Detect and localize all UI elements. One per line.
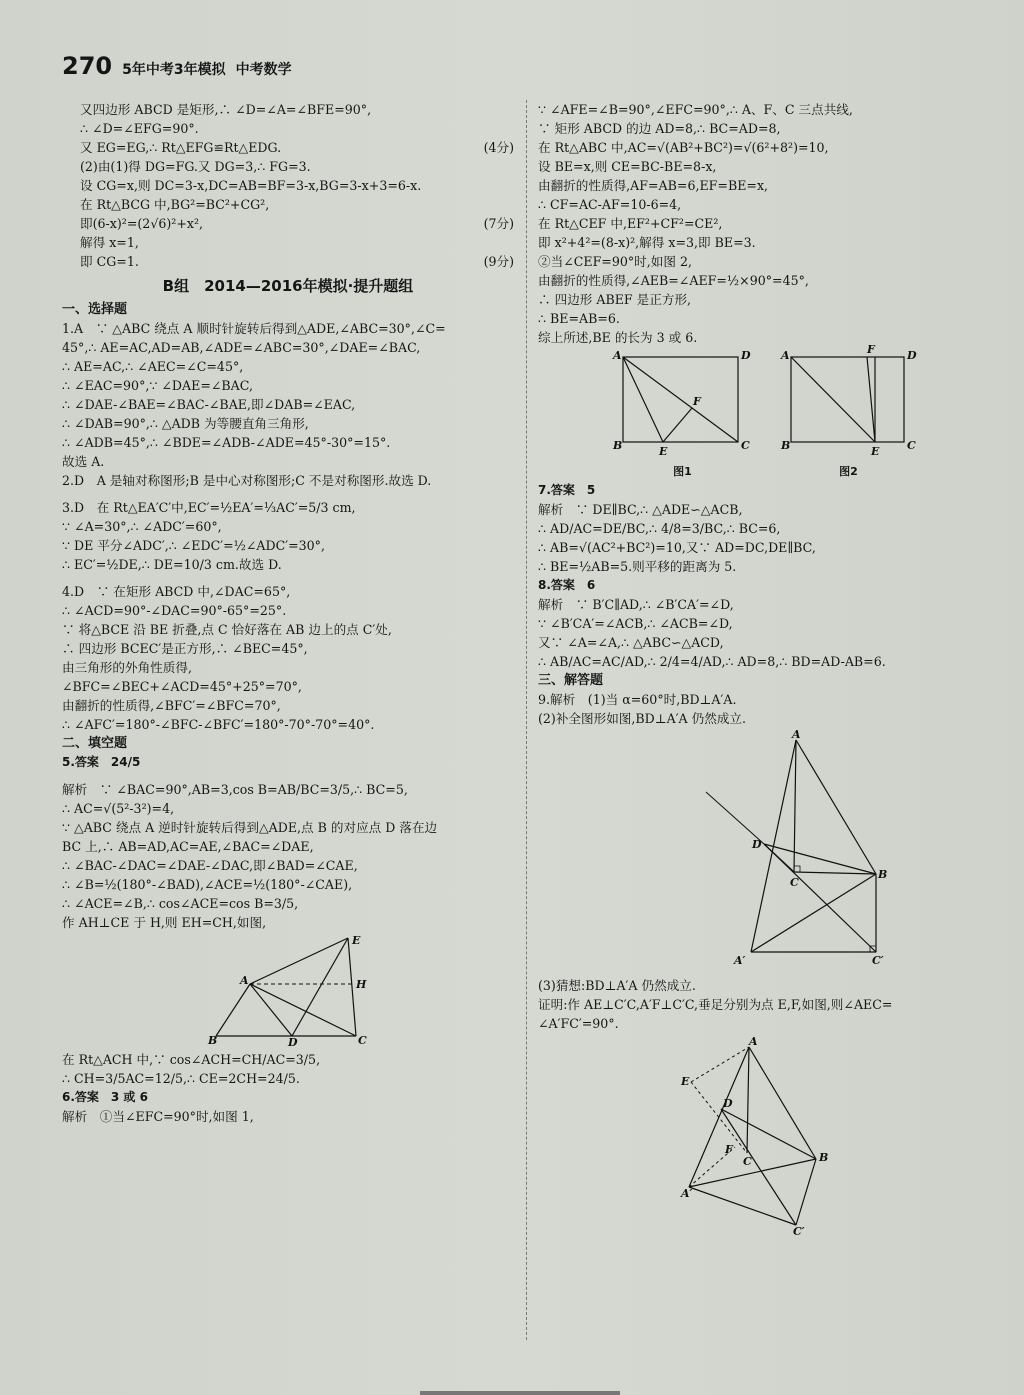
svg-text:E: E — [352, 934, 361, 947]
text-line: ∴ EC′=½DE,∴ DE=10/3 cm.故选 D. — [62, 557, 282, 572]
text-line — [62, 252, 514, 271]
text-line: ∵ 将△BCE 沿 BE 折叠,点 C 恰好落在 AB 边上的点 C′处, — [62, 622, 392, 637]
svg-text:A: A — [791, 728, 801, 741]
svg-text:C′: C′ — [792, 1225, 805, 1238]
svg-text:D: D — [722, 1097, 733, 1110]
svg-text:C: C — [789, 876, 799, 889]
question-1 — [62, 319, 514, 471]
text-line: ∴ ∠ACE=∠B,∴ cos∠ACE=cos B=3/5, — [62, 896, 299, 911]
text-line: ∠A′FC′=90°. — [538, 1016, 619, 1031]
text-line — [62, 214, 514, 233]
line-text: 在 Rt△BCG 中,BG²=BC²+CG², — [80, 197, 270, 212]
text-line — [62, 195, 514, 214]
group-title: B组 2014—2016年模拟·提升题组 — [162, 277, 414, 295]
text-line: ②当∠CEF=90°时,如图 2, — [538, 254, 692, 269]
svg-text:A′: A′ — [733, 954, 745, 967]
text-line: ∴ BE=AB=6. — [538, 311, 620, 326]
text-line: ∴ BE=½AB=5.则平移的距离为 5. — [538, 559, 737, 574]
figure-1 — [613, 347, 753, 481]
line-score: (4分) — [483, 140, 514, 155]
text-line: ∴ ∠ADB=45°,∴ ∠BDE=∠ADB-∠ADE=45°-30°=15°. — [62, 435, 391, 450]
svg-text:D: D — [740, 349, 751, 362]
svg-text:B: B — [818, 1151, 828, 1164]
svg-text:B: B — [612, 439, 622, 452]
q6-first-line: 解析 ①当∠EFC=90°时,如图 1, — [62, 1109, 254, 1124]
q5-answer: 5.答案 24/5 — [62, 755, 141, 769]
text-line: 在 Rt△CEF 中,EF²+CF²=CE², — [538, 216, 723, 231]
figure-1-caption: 图1 — [673, 465, 692, 478]
text-line: (3)猜想:BD⊥A′A 仍然成立. — [538, 978, 696, 993]
question-3 — [62, 498, 514, 574]
text-line: 9.解析 (1)当 α=60°时,BD⊥A′A. — [538, 692, 737, 707]
svg-text:E: E — [870, 445, 879, 458]
text-line: 在 Rt△ACH 中,∵ cos∠ACH=CH/AC=3/5, — [62, 1052, 321, 1067]
scan-edge — [420, 1391, 620, 1395]
text-line: 1.A ∵ △ABC 绕点 A 顺时针旋转后得到△ADE,∠ABC=30°,∠C= — [62, 321, 446, 336]
text-line: ∴ AC=√(5²-3²)=4, — [62, 801, 175, 816]
question-7-solution — [538, 500, 993, 576]
text-line — [62, 176, 514, 195]
text-line: ∴ ∠DAB=90°,∴ △ADB 为等腰直角三角形, — [62, 416, 309, 431]
section-fill-title: 二、填空题 — [62, 736, 128, 751]
svg-text:B: B — [208, 1034, 218, 1047]
text-line: ∴ ∠AFC′=180°-∠BFC-∠BFC′=180°-70°-70°=40°. — [62, 717, 375, 732]
figure-2-caption: 图2 — [839, 465, 858, 478]
line-text: 即 CG=1. — [80, 254, 139, 269]
page-number: 270 — [62, 52, 113, 80]
right-column — [538, 100, 993, 1241]
question-5-solution — [62, 780, 514, 932]
text-line — [62, 100, 514, 119]
figures-q6 — [538, 343, 993, 481]
text-line: 综上所述,BE 的长为 3 或 6. — [538, 330, 698, 345]
svg-text:F: F — [692, 395, 701, 408]
figure-q9-part3 — [681, 1037, 851, 1237]
svg-text:B: B — [780, 439, 790, 452]
figure-2 — [779, 343, 919, 481]
prev-solution-block — [62, 100, 514, 271]
text-line: ∴ AB=√(AC²+BC²)=10,又∵ AD=DC,DE∥BC, — [538, 540, 816, 555]
text-line: ∵ ∠A=30°,∴ ∠ADC′=60°, — [62, 519, 222, 534]
svg-text:C: C — [742, 1155, 752, 1168]
text-line: (2)补全图形如图,BD⊥A′A 仍然成立. — [538, 711, 747, 726]
text-line: 又∵ ∠A=∠A,∴ △ABC∽△ACD, — [538, 635, 724, 650]
text-line: ∴ CF=AC-AF=10-6=4, — [538, 197, 682, 212]
question-4 — [62, 582, 514, 734]
section-answer-title: 三、解答题 — [538, 673, 604, 688]
text-line: 解析 ∵ B′C∥AD,∴ ∠B′CA′=∠D, — [538, 597, 734, 612]
line-score: (7分) — [483, 216, 514, 231]
text-line: 由翻折的性质得,∠BFC′=∠BFC=70°, — [62, 698, 281, 713]
text-line: ∵ △ABC 绕点 A 逆时针旋转后得到△ADE,点 B 的对应点 D 落在边 — [62, 820, 438, 835]
text-line — [62, 138, 514, 157]
line-text: 解得 x=1, — [80, 235, 139, 250]
question-9-part3 — [538, 976, 993, 1033]
svg-text:D: D — [288, 1036, 298, 1049]
svg-text:C: C — [358, 1034, 367, 1047]
svg-text:A: A — [240, 974, 249, 987]
q7-answer: 7.答案 5 — [538, 483, 596, 497]
text-line: 45°,∴ AE=AC,AD=AB,∠ADE=∠ABC=30°,∠DAE=∠BAC, — [62, 340, 421, 355]
text-line: 3.D 在 Rt△EA′C′中,EC′=½EA′=⅓AC′=5/3 cm, — [62, 500, 356, 515]
svg-text:A: A — [612, 349, 622, 362]
page-header — [62, 52, 292, 80]
question-6-solution — [538, 100, 993, 347]
column-divider — [526, 100, 527, 1340]
line-text: (2)由(1)得 DG=FG.又 DG=3,∴ FG=3. — [80, 159, 311, 174]
text-line: ∴ 四边形 BCEC′是正方形,∴ ∠BEC=45°, — [62, 641, 308, 656]
line-text: 又四边形 ABCD 是矩形,∴ ∠D=∠A=∠BFE=90°, — [80, 102, 372, 117]
svg-text:A: A — [780, 349, 790, 362]
text-line: ∴ ∠DAE-∠BAE=∠BAC-∠BAE,即∠DAB=∠EAC, — [62, 397, 356, 412]
svg-text:E: E — [658, 445, 667, 458]
svg-text:A′: A′ — [680, 1187, 692, 1200]
section-choice-title: 一、选择题 — [62, 302, 128, 317]
text-line: 由翻折的性质得,∠AEB=∠AEF=½×90°=45°, — [538, 273, 809, 288]
text-line: ∴ ∠EAC=90°,∵ ∠DAE=∠BAC, — [62, 378, 253, 393]
svg-text:H: H — [356, 978, 367, 991]
svg-text:C: C — [740, 439, 750, 452]
text-line: 由翻折的性质得,AF=AB=6,EF=BE=x, — [538, 178, 769, 193]
subject-title: 中考数学 — [235, 62, 292, 78]
text-line: BC 上,∴ AB=AD,AC=AE,∠BAC=∠DAE, — [62, 839, 314, 854]
text-line: 解析 ∵ ∠BAC=90°,AB=3,cos B=AB/BC=3/5,∴ BC=5, — [62, 782, 408, 797]
text-line: ∴ ∠B=½(180°-∠BAD),∠ACE=½(180°-∠CAE), — [62, 877, 353, 892]
text-line: ∴ AE=AC,∴ ∠AEC=∠C=45°, — [62, 359, 244, 374]
q6-answer: 6.答案 3 或 6 — [62, 1090, 148, 1104]
left-column — [62, 100, 514, 1126]
line-text: ∴ ∠D=∠EFG=90°. — [80, 121, 199, 136]
text-line: ∴ 四边形 ABEF 是正方形, — [538, 292, 692, 307]
text-line: 证明:作 AE⊥C′C,A′F⊥C′C,垂足分别为点 E,F,如图,则∠AEC= — [538, 997, 893, 1012]
svg-text:B: B — [877, 868, 887, 881]
figure-1-diagram — [613, 347, 753, 457]
question-2: 2.D A 是轴对称图形;B 是中心对称图形;C 不是对称图形.故选 D. — [62, 473, 432, 488]
text-line: ∠BFC=∠BEC+∠ACD=45°+25°=70°, — [62, 679, 302, 694]
text-line: ∴ CH=3/5AC=12/5,∴ CE=2CH=24/5. — [62, 1071, 300, 1086]
text-line: ∴ AB/AC=AC/AD,∴ 2/4=4/AD,∴ AD=8,∴ BD=AD-AB=6. — [538, 654, 886, 669]
text-line: ∴ AD/AC=DE/BC,∴ 4/8=3/BC,∴ BC=6, — [538, 521, 781, 536]
text-line: 4.D ∵ 在矩形 ABCD 中,∠DAC=65°, — [62, 584, 291, 599]
text-line: 由三角形的外角性质得, — [62, 660, 192, 675]
text-line: ∴ ∠ACD=90°-∠DAC=90°-65°=25°. — [62, 603, 287, 618]
svg-text:D: D — [751, 838, 762, 851]
question-5-tail — [62, 1050, 514, 1088]
text-line: 设 BE=x,则 CE=BC-BE=8-x, — [538, 159, 717, 174]
text-line: 即 x²+4²=(8-x)²,解得 x=3,即 BE=3. — [538, 235, 756, 250]
text-line: ∵ DE 平分∠ADC′,∴ ∠EDC′=½∠ADC′=30°, — [62, 538, 325, 553]
svg-text:F: F — [866, 343, 875, 356]
text-line — [62, 233, 514, 252]
text-line: ∵ 矩形 ABCD 的边 AD=8,∴ BC=AD=8, — [538, 121, 781, 136]
svg-text:D: D — [906, 349, 917, 362]
svg-text:C′: C′ — [871, 954, 884, 967]
svg-text:E: E — [680, 1075, 689, 1088]
text-line: 解析 ∵ DE∥BC,∴ △ADE∽△ACB, — [538, 502, 743, 517]
question-8-solution — [538, 595, 993, 671]
line-text: 又 EG=EG,∴ Rt△EFG≌Rt△EDG. — [80, 140, 282, 155]
text-line: 作 AH⊥CE 于 H,则 EH=CH,如图, — [62, 915, 267, 930]
svg-text:A: A — [748, 1035, 758, 1048]
text-line — [62, 119, 514, 138]
figure-q9-part2 — [646, 728, 887, 972]
line-score: (9分) — [483, 254, 514, 269]
line-text: 设 CG=x,则 DC=3-x,DC=AB=BF=3-x,BG=3-x+3=6-x. — [80, 178, 422, 193]
line-text: 即(6-x)²=(2√6)²+x², — [80, 216, 204, 231]
text-line: ∵ ∠AFE=∠B=90°,∠EFC=90°,∴ A、F、C 三点共线, — [538, 102, 853, 117]
text-line — [62, 157, 514, 176]
text-line: 故选 A. — [62, 454, 105, 469]
figure-q5-triangle — [208, 934, 368, 1049]
figure-2-diagram — [779, 343, 919, 458]
question-9-parts — [538, 690, 993, 728]
q8-answer: 8.答案 6 — [538, 578, 596, 592]
text-line: ∵ ∠B′CA′=∠ACB,∴ ∠ACB=∠D, — [538, 616, 733, 631]
svg-text:C: C — [906, 439, 916, 452]
book-title: 5年中考3年模拟 — [122, 62, 226, 78]
text-line: 在 Rt△ABC 中,AC=√(AB²+BC²)=√(6²+8²)=10, — [538, 140, 829, 155]
svg-text:F: F — [724, 1143, 733, 1156]
text-line: ∴ ∠BAC-∠DAC=∠DAE-∠DAC,即∠BAD=∠CAE, — [62, 858, 358, 873]
